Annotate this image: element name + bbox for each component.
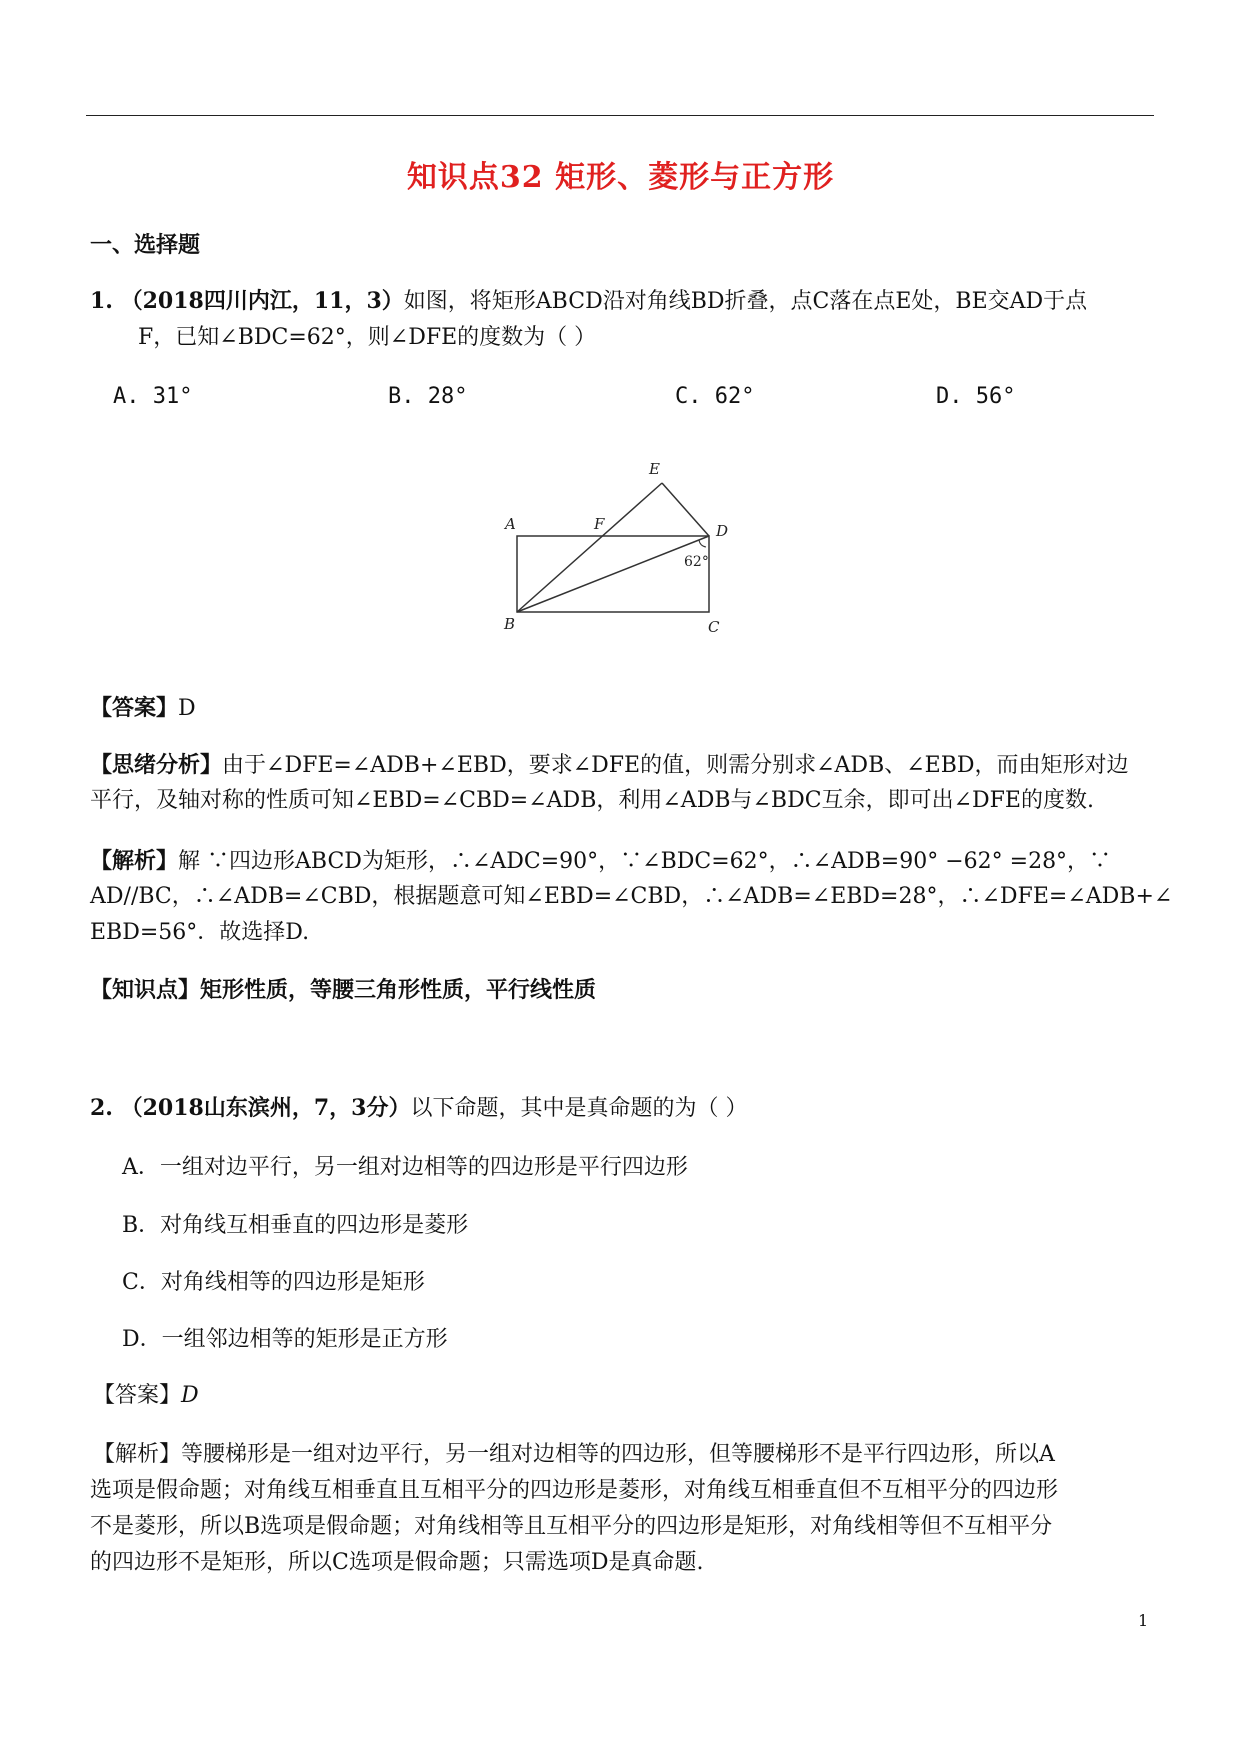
q1-solution-line-2: AD//BC，∴∠ADB=∠CBD，根据题意可知∠EBD=∠CBD，∴∠ADB=∠EBD=28°，∴∠DFE=∠ADB+∠ [90, 884, 1173, 909]
q2-solution-line-4: 的四边形不是矩形，所以C选项是假命题；只需选项D是真命题. [90, 1550, 704, 1575]
segment-be [517, 483, 662, 612]
q2-solution-line-3: 不是菱形，所以B选项是假命题；对角线相等且互相平分的四边形是矩形，对角线相等但不互相平分 [90, 1514, 1053, 1539]
page-number: 1 [1138, 1611, 1149, 1630]
label-c: C [708, 618, 720, 636]
q1-knowledge: 【知识点】矩形性质，等腰三角形性质，平行线性质 [90, 977, 597, 1003]
header-rule [86, 115, 1154, 116]
label-f: F [594, 515, 605, 533]
q2-stem: 2. （2018山东滨州，7，3分）以下命题，其中是真命题的为（ ） [90, 1095, 748, 1121]
q2-option-c: C．对角线相等的四边形是矩形 [122, 1270, 425, 1295]
q1-answer: 【答案】D [90, 695, 196, 721]
q2-option-b: B．对角线互相垂直的四边形是菱形 [122, 1213, 469, 1238]
q1-analysis-line-2: 平行，及轴对称的性质可知∠EBD=∠CBD=∠ADB，利用∠ADB与∠BDC互余，即可出∠DFE的度数. [90, 788, 1094, 813]
q1-option-d: D. 56° [936, 384, 1016, 409]
q2-option-d: D．一组邻边相等的矩形是正方形 [122, 1327, 448, 1352]
q1-analysis-line-1: 【思绪分析】由于∠DFE=∠ADB+∠EBD，要求∠DFE的值，则需分别求∠ADB、∠EBD，而由矩形对边 [90, 752, 1129, 778]
q2-option-a: A．一组对边平行，另一组对边相等的四边形是平行四边形 [122, 1155, 688, 1180]
q1-solution-line-3: EBD=56°．故选择D. [90, 920, 310, 945]
q1-stem-line-2: F，已知∠BDC=62°，则∠DFE的度数为（ ） [138, 325, 597, 350]
label-e: E [649, 460, 660, 478]
page-title: 知识点32 矩形、菱形与正方形 [406, 160, 835, 195]
q2-number-source: 2. （2018山东滨州，7，3分） [90, 1095, 411, 1121]
label-b: B [504, 615, 516, 633]
q2-answer: 【答案】D [93, 1383, 199, 1408]
section-heading: 一、选择题 [90, 232, 201, 258]
q1-stem-text-1: 如图，将矩形ABCD沿对角线BD折叠，点C落在点E处，BE交AD于点 [403, 289, 1088, 314]
q1-option-b: B. 28° [388, 384, 468, 409]
q1-geometry-figure [494, 452, 744, 644]
label-angle-62: 62° [684, 554, 709, 570]
angle-arc [699, 540, 706, 547]
q1-solution-line-1: 【解析】解 ∵四边形ABCD为矩形，∴∠ADC=90°，∵∠BDC=62°，∴∠ADB=90° −62° =28°，∵ [90, 848, 1112, 874]
diagonal-bd [517, 536, 709, 612]
q2-solution-line-2: 选项是假命题；对角线互相垂直且互相平分的四边形是菱形，对角线互相垂直但不互相平分的四边形 [90, 1478, 1059, 1503]
q1-option-c: C. 62° [675, 384, 755, 409]
q1-number-source: 1. （2018四川内江，11，3） [90, 288, 404, 314]
q1-option-a: A. 31° [113, 384, 193, 409]
segment-ed [662, 483, 709, 536]
label-d: D [716, 522, 729, 540]
label-a: A [505, 515, 516, 533]
q2-solution-line-1: 【解析】等腰梯形是一组对边平行，另一组对边相等的四边形，但等腰梯形不是平行四边形，所以A [93, 1442, 1055, 1467]
q1-stem-line-1 [90, 286, 1087, 317]
